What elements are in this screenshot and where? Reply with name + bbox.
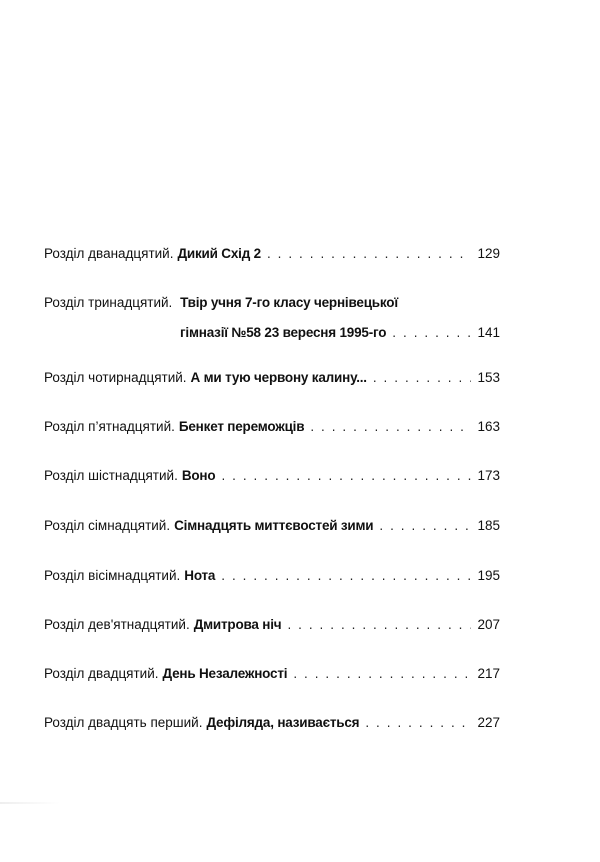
page-number: 195 [477, 568, 500, 583]
chapter-title: Сімнадцять миттєвостей зими [174, 518, 374, 533]
toc-entry [44, 368, 500, 388]
dot-leader [379, 516, 471, 536]
dot-leader [287, 615, 471, 635]
chapter-title: Бенкет переможців [178, 419, 305, 434]
page-number: 227 [477, 715, 500, 730]
dot-leader [221, 466, 471, 486]
dot-leader [365, 713, 471, 733]
chapter-label: Розділ п’ятнадцятий. [44, 419, 175, 434]
dot-leader [221, 566, 471, 586]
dot-leader [310, 417, 471, 437]
chapter-title: Дикий Схід 2 [177, 246, 261, 261]
toc-entry [44, 466, 500, 486]
chapter-label: Розділ дванадцятий. [44, 246, 174, 261]
toc-entry [44, 516, 500, 536]
page-number: 153 [477, 370, 500, 385]
chapter-title: Дмитрова ніч [193, 617, 282, 632]
chapter-label: Розділ дев'ятнадцятий. [44, 617, 190, 632]
dot-leader [373, 368, 472, 388]
toc-entry [44, 293, 500, 313]
chapter-label: Розділ вісімнадцятий. [44, 568, 181, 583]
toc-entry [44, 244, 500, 264]
page-number: 163 [477, 419, 500, 434]
chapter-label: Розділ сімнадцятий. [44, 518, 171, 533]
chapter-title: Воно [181, 468, 216, 483]
chapter-label: Розділ двадцятий. [44, 666, 159, 681]
page-number: 173 [477, 468, 500, 483]
page-number: 217 [477, 666, 500, 681]
dot-leader [267, 244, 472, 264]
dot-leader [392, 323, 471, 343]
chapter-label: Розділ двадцять перший. [44, 715, 203, 730]
toc-entry-continuation [180, 323, 500, 343]
chapter-title: А ми тую червону калину... [190, 370, 367, 385]
page-number: 141 [477, 325, 500, 340]
chapter-label: Розділ шістнадцятий. [44, 468, 178, 483]
chapter-title: Твір учня 7-го класу чернівецької [180, 295, 398, 310]
dot-leader [293, 664, 471, 684]
toc-entry [44, 664, 500, 684]
page-number: 185 [477, 518, 500, 533]
toc-entry [44, 417, 500, 437]
chapter-label: Розділ тринадцятий. [44, 295, 173, 310]
chapter-label: Розділ чотирнадцятий. [44, 370, 187, 385]
chapter-title: Нота [184, 568, 216, 583]
chapter-title: День Незалежності [162, 666, 288, 681]
toc-entry [44, 566, 500, 586]
scan-edge-mark [0, 802, 60, 804]
toc-entry [44, 615, 500, 635]
page-number: 129 [477, 246, 500, 261]
toc-entry [44, 713, 500, 733]
chapter-title: Дефіляда, називається [206, 715, 360, 730]
page-number: 207 [477, 617, 500, 632]
chapter-title-continuation: гімназії №58 23 вересня 1995-го [180, 325, 387, 340]
